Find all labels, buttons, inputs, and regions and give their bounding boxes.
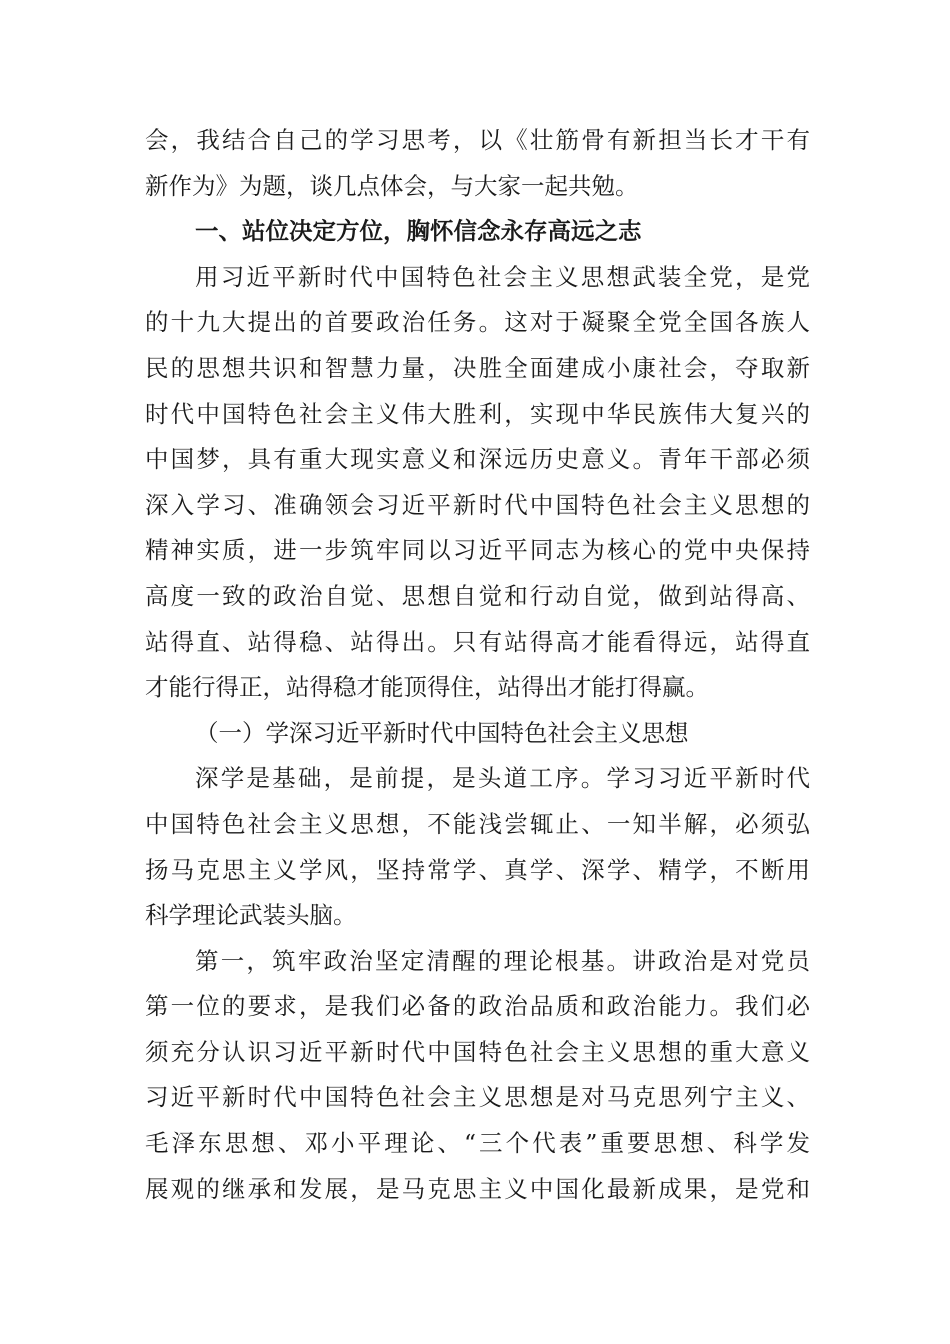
paragraph-line: 中国特色社会主义思想，不能浅尝辄止、一知半解，必须弘 <box>145 809 810 838</box>
paragraph-line: 第一，筑牢政治坚定清醒的理论根基。讲政治是对党员 <box>195 946 810 975</box>
section-heading: 一、站位决定方位，胸怀信念永存高远之志 <box>195 217 642 246</box>
paragraph-line: 民的思想共识和智慧力量，决胜全面建成小康社会，夺取新 <box>145 353 810 382</box>
paragraph-line: 中国梦，具有重大现实意义和深远历史意义。青年干部必须 <box>145 445 810 474</box>
paragraph-line: 展观的继承和发展，是马克思主义中国化最新成果，是党和 <box>145 1174 810 1203</box>
paragraph-line: 用习近平新时代中国特色社会主义思想武装全党，是党 <box>195 262 810 291</box>
paragraph-line: 新作为》为题，谈几点体会，与大家一起共勉。 <box>145 171 639 200</box>
paragraph-line: 的十九大提出的首要政治任务。这对于凝聚全党全国各族人 <box>145 308 810 337</box>
paragraph-line: 第一位的要求，是我们必备的政治品质和政治能力。我们必 <box>145 992 810 1021</box>
paragraph-line: 高度一致的政治自觉、思想自觉和行动自觉，做到站得高、 <box>145 581 810 610</box>
document-body <box>145 118 810 1212</box>
paragraph-line: 深入学习、准确领会习近平新时代中国特色社会主义思想的 <box>145 490 810 519</box>
paragraph-line: 会，我结合自己的学习思考，以《壮筋骨有新担当长才干有 <box>145 126 810 154</box>
paragraph-line: 时代中国特色社会主义伟大胜利，实现中华民族伟大复兴的 <box>145 399 810 428</box>
paragraph-line: 精神实质，进一步筑牢同以习近平同志为核心的党中央保持 <box>145 536 810 565</box>
subsection-heading: （一）学深习近平新时代中国特色社会主义思想 <box>195 718 689 747</box>
paragraph-line: 深学是基础，是前提，是头道工序。学习习近平新时代 <box>195 764 810 793</box>
paragraph-line: 须充分认识习近平新时代中国特色社会主义思想的重大意义 <box>145 1037 810 1066</box>
paragraph-line: 才能行得正，站得稳才能顶得住，站得出才能打得赢。 <box>145 673 709 702</box>
paragraph-line: 扬马克思主义学风，坚持常学、真学、深学、精学，不断用 <box>145 855 810 884</box>
paragraph-line: 科学理论武装头脑。 <box>145 901 357 930</box>
paragraph-line: 站得直、站得稳、站得出。只有站得高才能看得远，站得直 <box>145 627 810 656</box>
paragraph-line: 毛泽东思想、邓小平理论、“三个代表”重要思想、科学发 <box>145 1129 810 1158</box>
paragraph-line: 习近平新时代中国特色社会主义思想是对马克思列宁主义、 <box>145 1083 810 1112</box>
